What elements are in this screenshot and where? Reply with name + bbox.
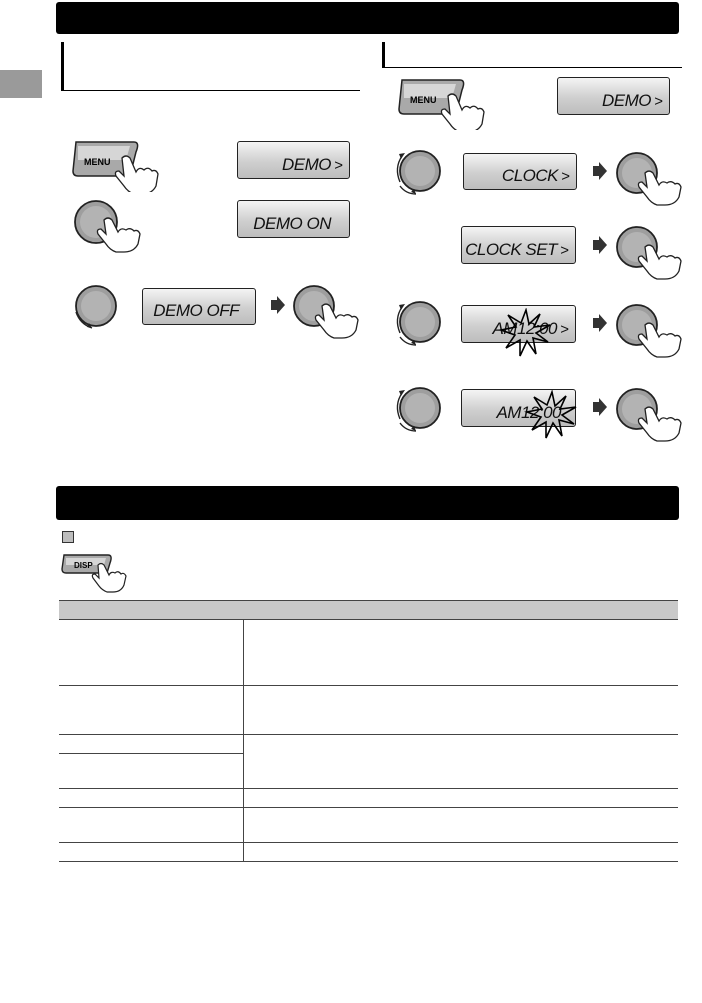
clock-display-clock-set: CLOCK SET > [461,226,576,264]
clock-display-minute: AM12:00 [461,389,576,427]
menu-button-label: MENU [84,157,111,167]
table-cell [244,808,679,843]
table-row [59,686,678,735]
clock-display-clock: CLOCK > [463,153,577,190]
table-cell [59,735,244,754]
arrow-right-icon [592,313,608,333]
arrow-right-icon [592,397,608,417]
section-header-bar [56,2,679,34]
table-cell [244,620,679,686]
control-knob-press-icon [292,284,362,344]
control-knob-turn-icon [392,297,444,349]
table-header-cell [59,601,244,620]
chevron-right-icon: > [654,93,663,110]
disp-button-icon [60,549,130,595]
arrow-right-icon [592,161,608,181]
clock-display-hour: AM12:00 > [461,305,576,343]
subsection-marker-icon [62,531,74,543]
demo-heading-frame [61,42,360,91]
table-header-row [59,601,678,620]
control-knob-press-icon [615,151,685,211]
table-cell [59,754,244,789]
blink-burst-icon [524,390,580,440]
arrow-right-icon [592,235,608,255]
table-cell [244,735,679,789]
demo-display-off: DEMO OFF [142,288,256,325]
clock-heading-frame [382,42,682,68]
demo-display-menu: DEMO > [237,141,350,179]
chevron-right-icon: > [560,321,569,338]
table-row [59,843,678,862]
table-row [59,808,678,843]
table-cell [59,620,244,686]
blink-burst-icon [498,308,554,358]
menu-button-label: MENU [410,95,437,105]
table-row [59,620,678,686]
menu-button-icon [70,138,160,192]
side-tab [0,70,42,98]
control-knob-turn-icon [392,383,444,435]
arrow-right-icon [270,295,286,315]
table-cell [59,808,244,843]
section-header-bar [56,486,679,520]
table-header-cell [244,601,679,620]
table-cell [244,843,679,862]
menu-button-icon [396,76,486,130]
table-row [59,789,678,808]
chevron-right-icon: > [560,242,569,259]
clock-display-menu: DEMO > [557,77,670,115]
chevron-right-icon: > [561,168,570,185]
control-knob-turn-icon [70,282,120,334]
control-knob-press-icon [615,303,685,363]
table-row [59,735,678,754]
disp-button-label: DISP [74,561,93,570]
control-knob-press-icon [615,387,685,447]
table-cell [244,789,679,808]
table-cell [59,789,244,808]
table-cell [244,686,679,735]
demo-display-on: DEMO ON [237,200,350,238]
chevron-right-icon: > [334,157,343,174]
control-knob-press-icon [70,196,160,256]
table-cell [59,686,244,735]
control-knob-press-icon [615,225,685,285]
display-info-table [59,600,678,862]
table-cell [59,843,244,862]
control-knob-turn-icon [392,146,444,198]
